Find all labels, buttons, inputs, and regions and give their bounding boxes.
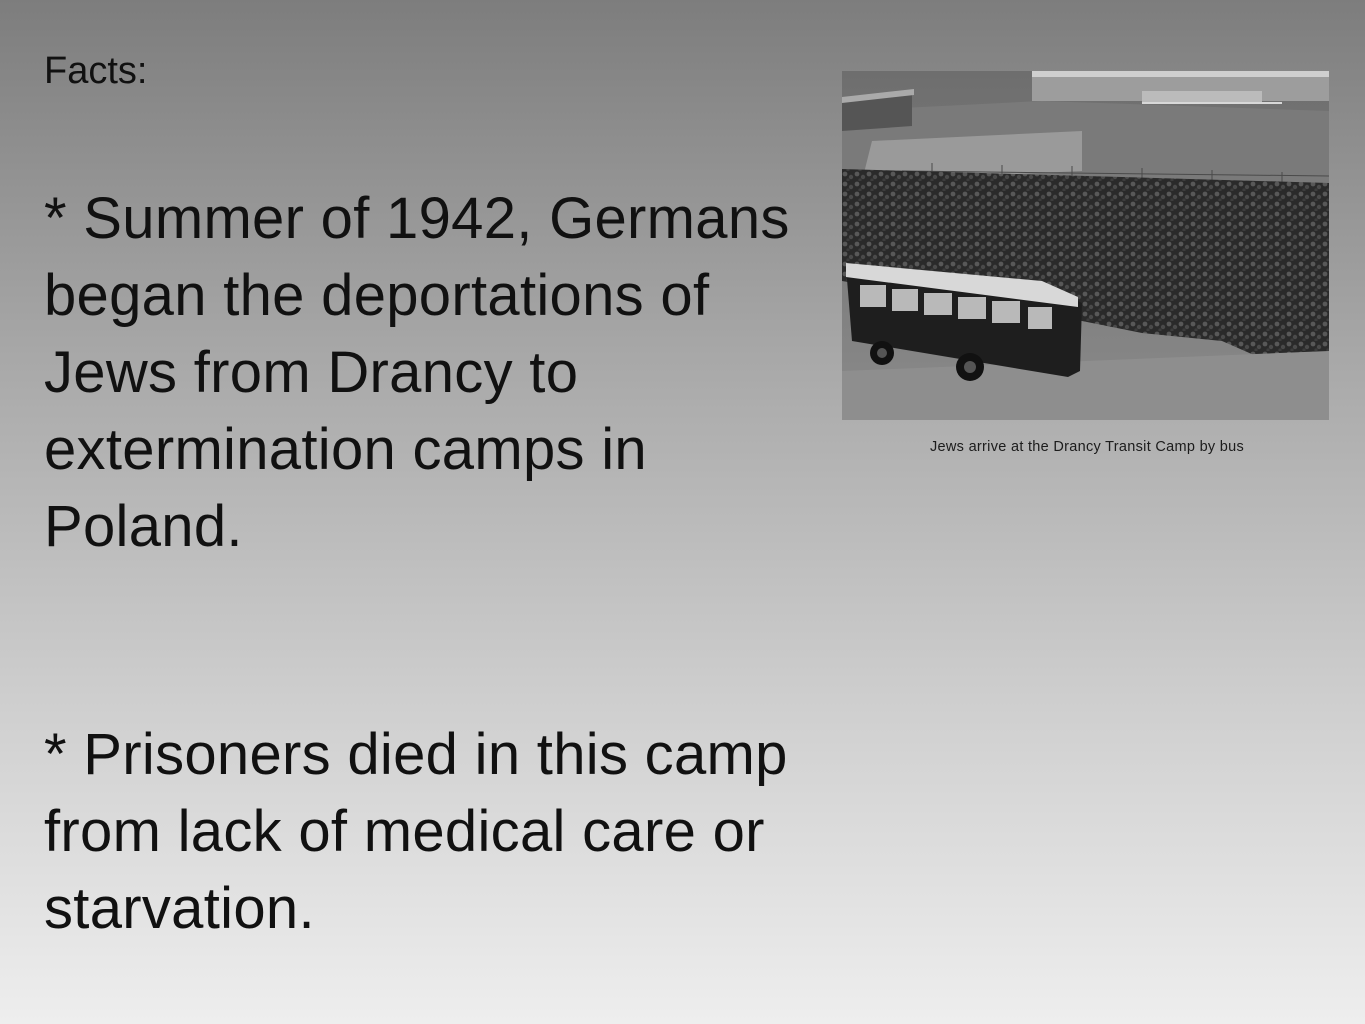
fact-bullet-prisoners: * Prisoners died in this camp from lack of medical care or starvation. <box>44 722 788 941</box>
fact-bullet-deportations: * Summer of 1942, Germans began the deportations of Jews from Drancy to extermination camps in Poland. <box>44 186 790 559</box>
slide-heading: Facts: <box>44 50 148 92</box>
photo-caption: Jews arrive at the Drancy Transit Camp by bus <box>930 439 1245 455</box>
drancy-camp-photo <box>842 71 1329 420</box>
